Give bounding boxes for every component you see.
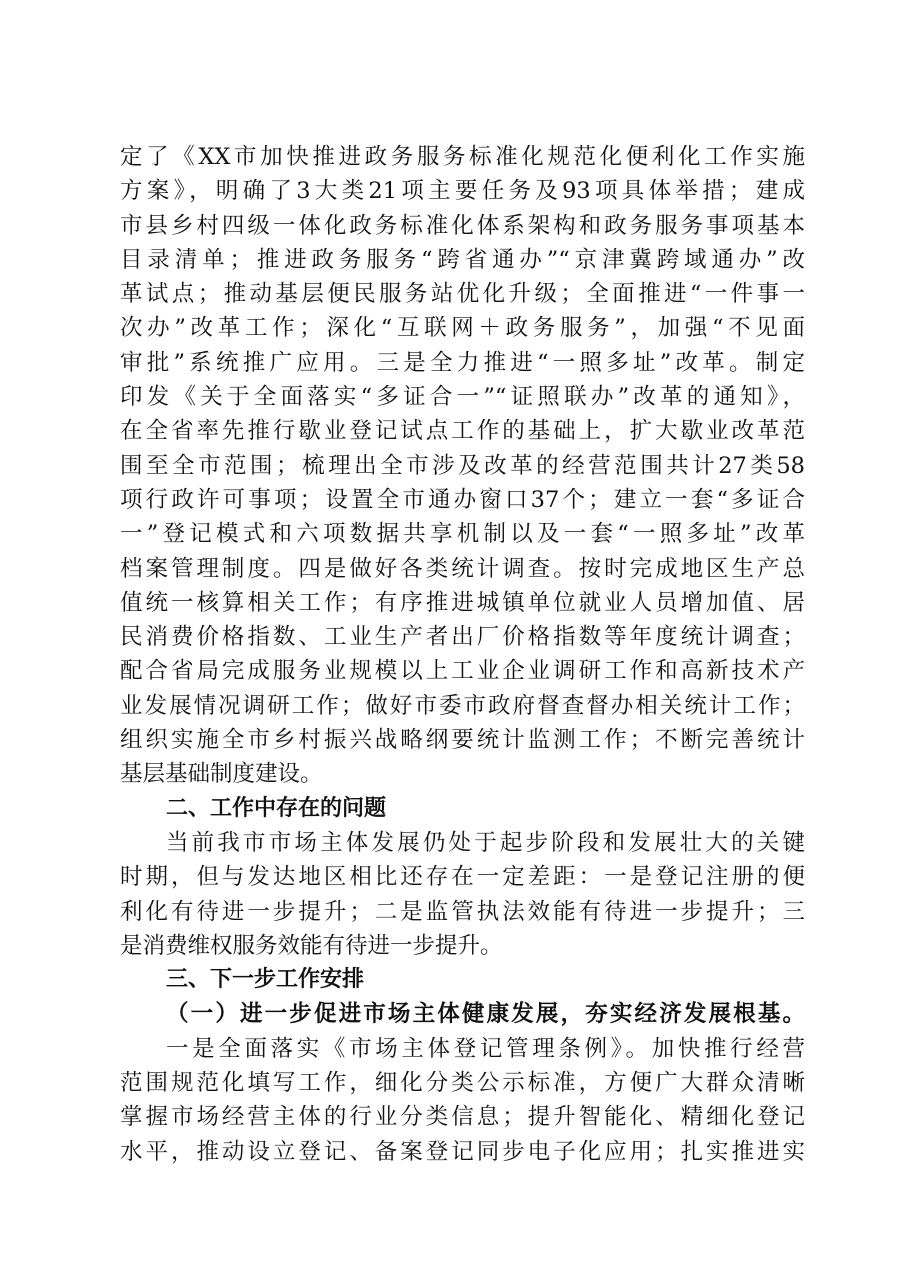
paragraph-line: 配合省局完成服务业规模以上工业企业调研工作和高新技术产 xyxy=(120,658,805,685)
paragraph-line: 组织实施全市乡村振兴战略纲要统计监测工作；不断完善统计 xyxy=(120,727,805,754)
paragraph-line: 次办”改革工作；深化“互联网＋政务服务”，加强“不见面 xyxy=(120,315,805,342)
paragraph-line: 时期，但与发达地区相比还存在一定差距：一是登记注册的便 xyxy=(120,864,805,891)
paragraph-line: 值统一核算相关工作；有序推进城镇单位就业人员增加值、居 xyxy=(120,589,805,616)
paragraph-line: 一是全面落实《市场主体登记管理条例》。加快推行经营 xyxy=(166,1035,805,1062)
paragraph-line: 目录清单；推进政务服务“跨省通办”“京津冀跨域通办”改 xyxy=(120,246,805,273)
paragraph-line: 定了《XX市加快推进政务服务标准化规范化便利化工作实施 xyxy=(120,144,805,170)
paragraph-line: 档案管理制度。四是做好各类统计调查。按时完成地区生产总 xyxy=(120,555,805,582)
paragraph-line: 当前我市市场主体发展仍处于起步阶段和发展壮大的关键 xyxy=(166,829,805,856)
subsection-heading: （一）进一步促进市场主体健康发展，夯实经济发展根基。 xyxy=(166,1001,805,1028)
paragraph-line: 一”登记模式和六项数据共享机制以及一套“一照多址”改革 xyxy=(120,521,805,548)
paragraph-line: 审批”系统推广应用。三是全力推进“一照多址”改革。制定 xyxy=(120,349,805,376)
paragraph-line: 围至全市范围；梳理出全市涉及改革的经营范围共计27类58 xyxy=(120,452,805,479)
paragraph-line: 基层基础制度建设。 xyxy=(120,761,323,788)
paragraph-line: 是消费维权服务效能有待进一步提升。 xyxy=(120,932,503,959)
paragraph-line: 方案》，明确了3大类21项主要任务及93项具体举措；建成 xyxy=(120,178,805,205)
section-heading-problems: 二、工作中存在的问题 xyxy=(166,795,387,821)
paragraph-line: 水平，推动设立登记、备案登记同步电子化应用；扎实推进实 xyxy=(120,1138,805,1165)
paragraph-line: 范围规范化填写工作，细化分类公示标准，方便广大群众清晰 xyxy=(120,1070,805,1097)
paragraph-line: 印发《关于全面落实“多证合一”“证照联办”改革的通知》， xyxy=(120,384,805,411)
paragraph-line: 市县乡村四级一体化政务标准化体系架构和政务服务事项基本 xyxy=(120,212,805,239)
paragraph-line: 民消费价格指数、工业生产者出厂价格指数等年度统计调查； xyxy=(120,624,805,651)
document-body xyxy=(120,140,805,1169)
paragraph-line: 在全省率先推行歇业登记试点工作的基础上，扩大歇业改革范 xyxy=(120,418,805,445)
paragraph-line: 项行政许可事项；设置全市通办窗口37个；建立一套“多证合 xyxy=(120,486,805,513)
paragraph-line: 利化有待进一步提升；二是监管执法效能有待进一步提升；三 xyxy=(120,898,805,925)
paragraph-line: 业发展情况调研工作；做好市委市政府督查督办相关统计工作； xyxy=(120,692,805,719)
paragraph-line: 革试点；推动基层便民服务站优化升级；全面推进“一件事一 xyxy=(120,281,805,308)
paragraph-line: 掌握市场经营主体的行业分类信息；提升智能化、精细化登记 xyxy=(120,1104,805,1131)
section-heading-next-steps: 三、下一步工作安排 xyxy=(166,967,365,993)
